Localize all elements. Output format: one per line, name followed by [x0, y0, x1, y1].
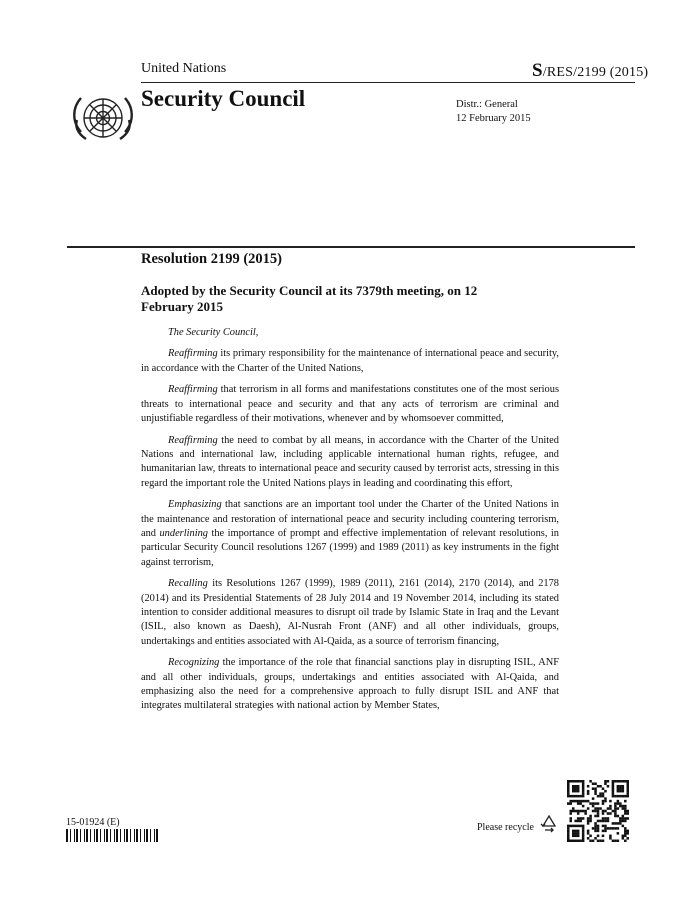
- distribution-block: [456, 98, 531, 126]
- document-date: 12 February 2015: [456, 113, 531, 124]
- paragraph-lead-inline: underlining: [159, 528, 208, 540]
- body-intro: The Security Council,: [168, 327, 259, 338]
- preamble-paragraph: [141, 434, 559, 491]
- adoption-statement: Adopted by the Security Council at its 7379th meeting, on 12 February 2015: [141, 283, 478, 314]
- paragraph-lead: Reaffirming: [168, 434, 218, 446]
- header-rule: [141, 82, 635, 83]
- preamble-paragraph: [141, 383, 559, 426]
- preamble-paragraph: [141, 498, 559, 569]
- paragraph-lead: Reaffirming: [168, 384, 218, 396]
- document-number: 15-01924 (E): [66, 817, 120, 828]
- paragraph-lead: Emphasizing: [168, 499, 222, 511]
- paragraph-text: the need to combat by all means, in accordance with the Charter of the United Nations and international law, including applicable international human rights, refugee, and humanitarian law, threats to international peace and security caused by terrorist acts, stressing in this regard the important role the United Nations plays in leading and coordinating this effort,: [141, 434, 559, 489]
- preamble-paragraph: [141, 347, 559, 376]
- document-symbol: [532, 60, 648, 82]
- paragraph-text: its Resolutions 1267 (1999), 1989 (2011), 2161 (2014), 2170 (2014), and 2178 (2014) and its Presidential Statements of 28 July 2014 and 19 November 2014, including its stated intention to consider additional measures to disrupt oil trade by Islamic State in Iraq and the Levant (ISIL, also known as Daesh), Al-Nusrah Front (ANF) and all other individuals, groups, undertakings and entities associated with Al-Qaida, as a source of terrorism financing,: [141, 578, 559, 647]
- paragraph-text: that terrorism in all forms and manifestations constitutes one of the most serious threats to international peace and security and that any acts of terrorism are criminal and unjustifiable regardless of their motivations, whenever and by whomsoever committed,: [141, 384, 559, 424]
- council-name: Security Council: [141, 86, 306, 111]
- symbol-prefix: S: [532, 60, 543, 81]
- recycle-text: Please recycle: [477, 822, 534, 833]
- paragraph-text: its primary responsibility for the maintenance of international peace and security, in accordance with the Charter of the United Nations,: [141, 348, 559, 374]
- resolution-title: Resolution 2199 (2015): [141, 251, 282, 267]
- paragraph-text: the importance of the role that financial sanctions play in disrupting ISIL, ANF and all other individuals, groups, undertakings and entities associated with Al-Qaida, and emphasizing also the need for a comprehensive approach to fully disrupt ISIL and ANF that integrates multilateral strategies with national action by Member States,: [141, 657, 559, 712]
- recycle-icon: [538, 813, 560, 835]
- organization-name: United Nations: [141, 61, 227, 76]
- preamble-paragraph: [141, 577, 559, 648]
- un-emblem-icon: [69, 88, 137, 148]
- paragraph-text: that sanctions are an important tool under the Charter of the United Nations in the maintenance and restoration of international peace and security including countering terrorism, and: [141, 499, 559, 540]
- barcode-icon: [66, 829, 158, 842]
- paragraph-text: the importance of prompt and effective implementation of relevant resolutions, in particular Security Council resolutions 1267 (1999) and 1989 (2011) as key instruments in the fight against terrorism,: [141, 528, 559, 568]
- preamble-paragraph: [141, 656, 559, 713]
- paragraph-lead: Recognizing: [168, 657, 220, 669]
- paragraph-lead: Reaffirming: [168, 348, 218, 360]
- title-rule: [67, 246, 635, 248]
- qr-code-icon: [567, 780, 629, 842]
- symbol-rest: /RES/2199 (2015): [542, 65, 649, 80]
- resolution-body: [141, 326, 559, 721]
- distribution-label: Distr.: General: [456, 99, 518, 110]
- paragraph-lead: Recalling: [168, 578, 208, 590]
